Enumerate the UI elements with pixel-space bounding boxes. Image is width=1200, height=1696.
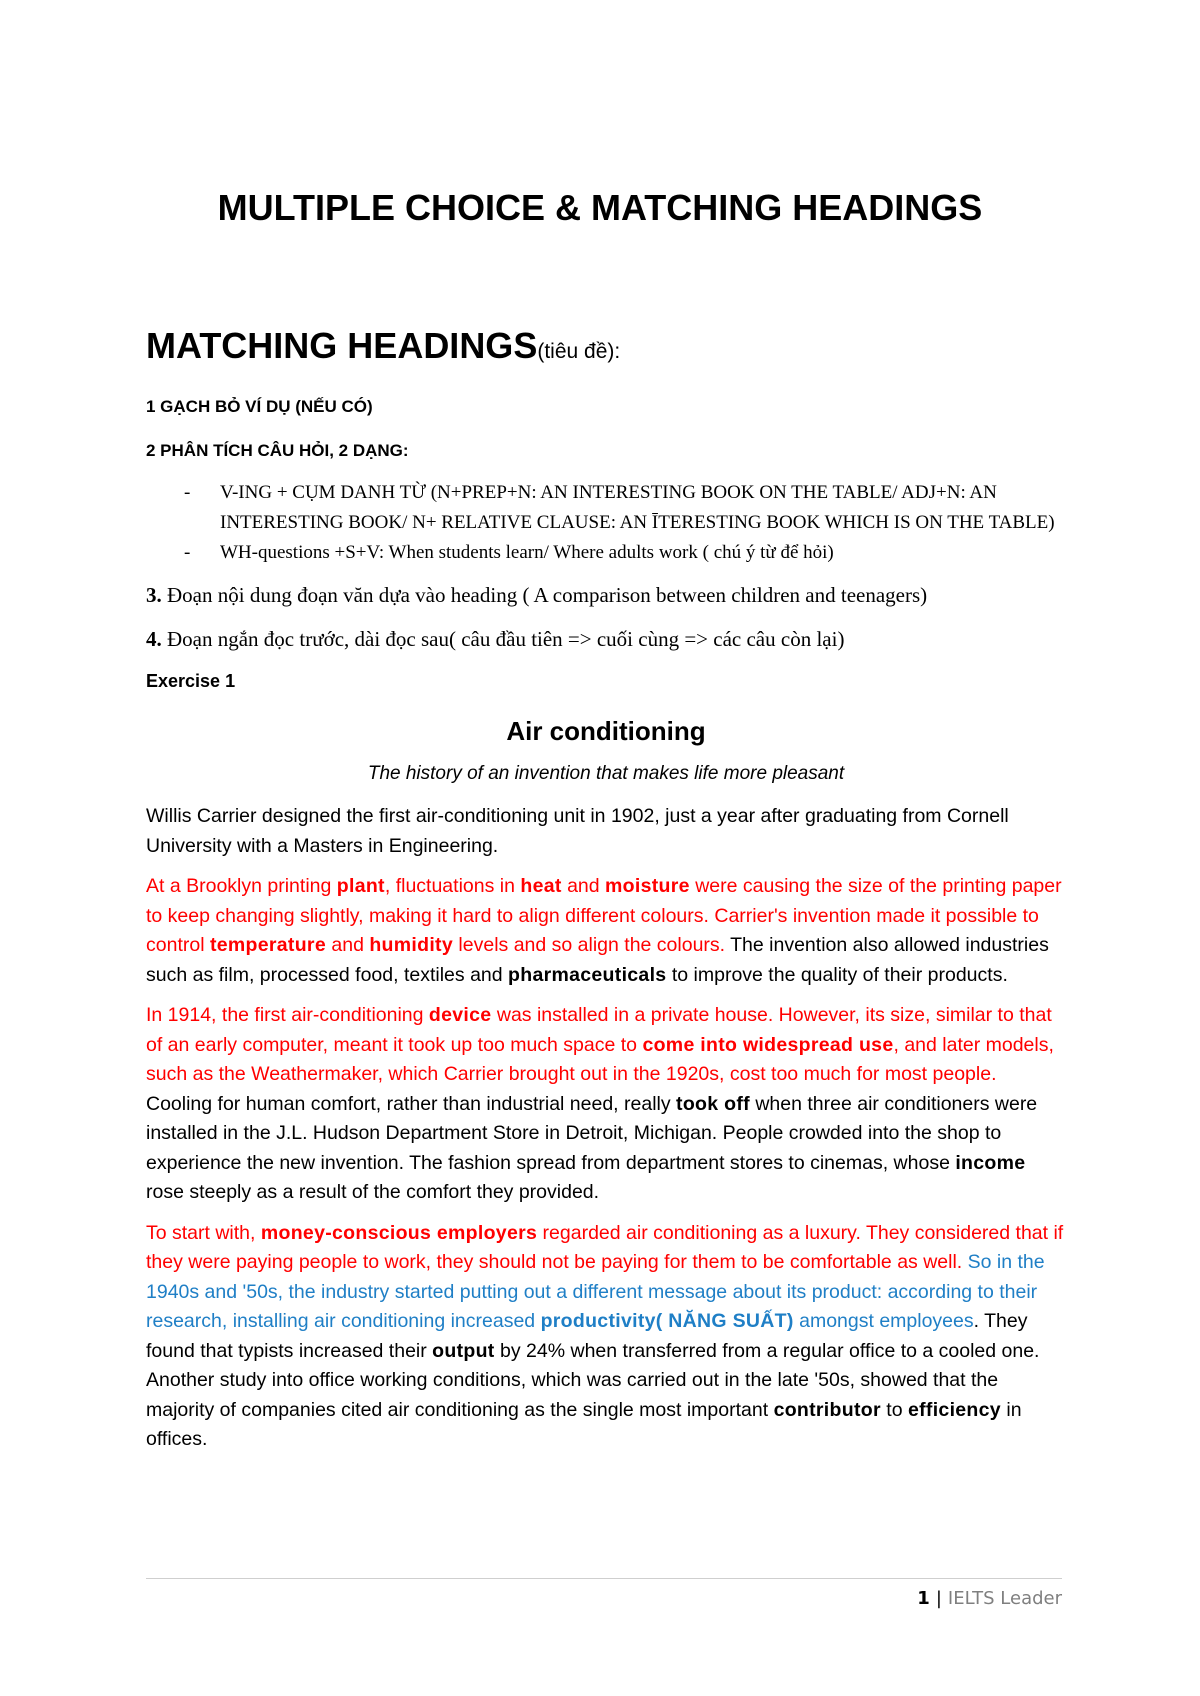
exercise-label: Exercise 1 <box>146 671 236 691</box>
keyword: heat <box>520 875 562 897</box>
keyword: pharmaceuticals <box>508 963 667 986</box>
dash-bullet: - <box>184 482 191 503</box>
question-types-list <box>146 478 1066 568</box>
footer-separator: | <box>935 1588 942 1609</box>
list-item-text: WH-questions +S+V: When students learn/ Where adults work ( chú ý từ để hỏi) <box>220 542 834 563</box>
section-heading <box>146 322 1066 376</box>
body-text: to <box>880 1398 908 1421</box>
highlight-text: were causing the size of the printing paper to keep changing slightly, making it hard to align different colours. Carrier's invention made it possible to control <box>146 875 1062 956</box>
section-heading-text: MATCHING HEADINGS <box>146 325 538 366</box>
highlight-text: and <box>325 934 370 956</box>
highlight-text: To start with, <box>146 1221 261 1244</box>
step-3-number: 3. <box>146 583 162 607</box>
list-item-text: V-ING + CỤM DANH TỪ (N+PREP+N: AN INTERESTING BOOK ON THE TABLE/ ADJ+N: AN INTERESTING BOOK/ N+ RELATIVE CLAUSE: AN ĪTERESTING BOOK WHICH IS ON THE TABLE) <box>220 482 1055 533</box>
highlight-text: , fluctuations in <box>384 875 521 897</box>
page-footer <box>917 1588 1062 1609</box>
highlight-text: At a Brooklyn printing <box>146 875 337 897</box>
keyword: contributor <box>773 1398 881 1421</box>
paragraph-1: Willis Carrier designed the first air-conditioning unit in 1902, just a year after graduating from Cornell University with a Masters in Engineering. <box>146 805 1009 857</box>
body-text: Cooling for human comfort, rather than industrial need, really <box>146 1092 677 1115</box>
paragraph-2 <box>146 872 1066 990</box>
keyword: productivity( NĂNG SUẤT) <box>540 1310 794 1332</box>
highlight-text: levels and so align the colours. <box>453 934 726 956</box>
step-4-number: 4. <box>146 627 162 651</box>
article-subtitle: The history of an invention that makes life more pleasant <box>367 763 845 784</box>
keyword: efficiency <box>907 1398 1001 1421</box>
footer-brand: IELTS Leader <box>947 1588 1062 1609</box>
step-4 <box>146 624 1066 654</box>
body-text: in offices. <box>146 1398 1022 1450</box>
keyword: moisture <box>605 875 690 897</box>
step-2: 2 PHÂN TÍCH CÂU HỎI, 2 DẠNG: <box>146 441 409 460</box>
document-title: MULTIPLE CHOICE & MATCHING HEADINGS <box>217 187 983 228</box>
article-title: Air conditioning <box>506 716 706 746</box>
highlight-text: and <box>561 875 606 897</box>
keyword: income <box>955 1151 1026 1174</box>
section-heading-paren: (tiêu đề): <box>537 340 621 363</box>
body-text: rose steeply as a result of the comfort they provided. <box>146 1181 600 1203</box>
body-text: . They found that typists increased their <box>146 1310 1028 1362</box>
highlight-text: regarded air conditioning as a luxury. They considered that if they were paying people to work, they should not be paying for them to be comfortable as well. <box>146 1221 1064 1273</box>
body-text: to improve the quality of their products. <box>666 963 1008 986</box>
step-3 <box>146 580 1066 610</box>
step-4-text: Đoạn ngắn đọc trước, dài đọc sau( câu đầu tiên => cuối cùng => các câu còn lại) <box>161 627 845 651</box>
keyword: come into widespread use <box>642 1033 894 1056</box>
body-text: by 24% when transferred from a regular office to a cooled one. Another study into office working conditions, which was carried out in the late '50s, showed that the majority of companies cited air conditioning as the single most important <box>146 1339 1040 1421</box>
dash-bullet: - <box>184 542 191 563</box>
footer-divider <box>146 1578 1062 1579</box>
paragraph-4 <box>146 1219 1066 1455</box>
keyword: device <box>428 1004 492 1026</box>
body-text: when three air conditioners were installed in the J.L. Hudson Department Store in Detroit, Michigan. People crowded into the shop to experience the new invention. The fashion spread from department stores to cinemas, whose <box>146 1092 1038 1174</box>
highlight-text-blue: So in the 1940s and '50s, the industry started putting out a different message about its product: according to their research, installing air conditioning increased <box>146 1251 1045 1332</box>
list-item <box>146 538 1066 568</box>
keyword: output <box>432 1339 495 1362</box>
keyword: took off <box>676 1092 750 1115</box>
highlight-text: , and later models, such as the Weathermaker, which Carrier brought out in the 1920s, cost too much for most people. <box>146 1033 1054 1085</box>
keyword: plant <box>336 875 385 897</box>
body-text: The invention also allowed industries such as film, processed food, textiles and <box>146 934 1049 986</box>
keyword: money-conscious employers <box>260 1221 538 1244</box>
page-number: 1 <box>917 1588 930 1609</box>
document-body <box>146 322 1066 1455</box>
step-1: 1 GẠCH BỎ VÍ DỤ (NẾU CÓ) <box>146 397 373 416</box>
paragraph-3 <box>146 1001 1066 1208</box>
highlight-text: was installed in a private house. However, its size, similar to that of an early computer, meant it took up too much space to <box>146 1004 1052 1056</box>
keyword: humidity <box>369 934 453 956</box>
step-3-text: Đoạn nội dung đoạn văn dựa vào heading ( A comparison between children and teenagers) <box>161 583 928 607</box>
keyword: temperature <box>209 934 326 956</box>
highlight-text-blue: amongst employees <box>793 1310 974 1332</box>
highlight-text: In 1914, the first air-conditioning <box>146 1004 429 1026</box>
list-item <box>146 478 1066 538</box>
